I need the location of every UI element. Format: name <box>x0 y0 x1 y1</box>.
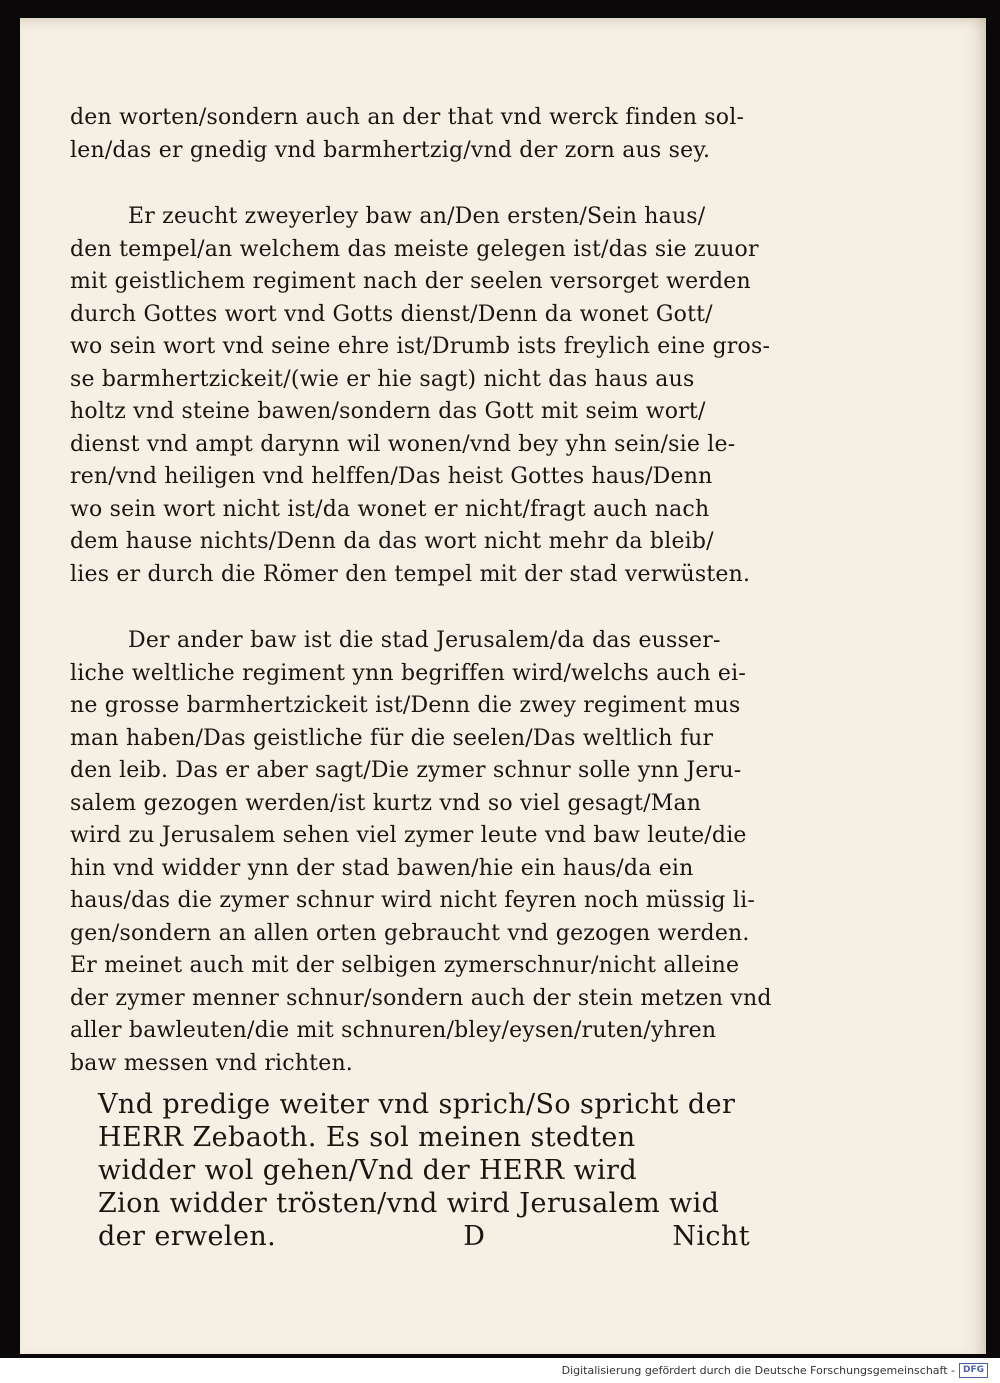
text-line: aller bawleuten/die mit schnuren/bley/eysen/ruten/yhren <box>70 1018 717 1043</box>
text-line: hin vnd widder ynn der stad bawen/hie ein haus/da ein <box>70 855 694 881</box>
paragraph-gap <box>70 591 750 625</box>
text-line: haus/das die zymer schnur wird nicht feyren noch müssig li- <box>70 888 756 913</box>
scripture-verse <box>70 1088 750 1253</box>
book-page <box>20 18 986 1354</box>
text-line: len/das er gnedig vnd barmhertzig/vnd der zorn aus sey. <box>70 137 711 163</box>
page-text <box>70 102 772 1253</box>
text-line: durch Gottes wort vnd Gotts dienst/Denn da wonet Gott/ <box>70 301 713 327</box>
text-line: den worten/sondern auch an der that vnd werck finden sol- <box>70 105 745 130</box>
paragraph-gap <box>70 167 750 201</box>
text-line: ren/vnd heiligen vnd helffen/Das heist Gottes haus/Denn <box>70 464 713 489</box>
text-line: wo sein wort vnd seine ehre ist/Drumb ists freylich eine gros- <box>70 334 771 359</box>
text-line: Der ander baw ist die stad Jerusalem/da das eusser- <box>128 628 721 653</box>
text-line: dienst vnd ampt darynn wil wonen/vnd bey yhn sein/sie le- <box>70 431 736 457</box>
text-line: gen/sondern an allen orten gebraucht vnd gezogen werden. <box>70 920 750 946</box>
verse-last-line <box>70 1220 750 1253</box>
verse-line: Zion widder trösten/vnd wird Jerusalem wid <box>98 1188 720 1219</box>
signature-mark: D <box>463 1221 486 1252</box>
verse-line-end: der erwelen. <box>98 1221 277 1252</box>
text-line: den leib. Das er aber sagt/Die zymer schnur solle ynn Jeru- <box>70 758 742 783</box>
text-line: baw messen vnd richten. <box>70 1050 354 1076</box>
paragraph-3 <box>70 625 772 1080</box>
text-line: der zymer menner schnur/sondern auch der stein metzen vnd <box>70 985 772 1011</box>
verse-line: HERR Zebaoth. Es sol meinen stedten <box>98 1122 636 1153</box>
text-line: Er zeucht zweyerley baw an/Den ersten/Sein haus/ <box>128 204 706 229</box>
paragraph-2 <box>70 201 771 591</box>
text-line: lies er durch die Römer den tempel mit der stad verwüsten. <box>70 561 751 587</box>
text-line: den tempel/an welchem das meiste gelegen ist/das sie zuuor <box>70 236 759 262</box>
text-line: liche weltliche regiment ynn begriffen wird/welchs auch ei- <box>70 660 746 686</box>
text-line: wo sein wort nicht ist/da wonet er nicht/fragt auch nach <box>70 496 710 522</box>
text-line: salem gezogen werden/ist kurtz vnd so viel gesagt/Man <box>70 790 702 816</box>
text-line: ne grosse barmhertzickeit ist/Denn die zwey regiment mus <box>70 693 741 718</box>
catchword: Nicht <box>672 1221 750 1252</box>
text-line: Er meinet auch mit der selbigen zymerschnur/nicht alleine <box>70 953 740 978</box>
text-line: mit geistlichem regiment nach der seelen versorget werden <box>70 269 751 294</box>
text-line: wird zu Jerusalem sehen viel zymer leute vnd baw leute/die <box>70 823 747 848</box>
funding-notice: Digitalisierung gefördert durch die Deutsche Forschungsgemeinschaft - <box>561 1364 955 1377</box>
verse-gap <box>70 1080 750 1088</box>
verse-line: Vnd predige weiter vnd sprich/So spricht der <box>98 1089 736 1120</box>
verse-line: widder wol gehen/Vnd der HERR wird <box>98 1155 638 1186</box>
text-line: dem hause nichts/Denn da das wort nicht mehr da bleib/ <box>70 529 714 554</box>
text-line: man haben/Das geistliche für die seelen/Das weltlich fur <box>70 725 714 751</box>
text-line: holtz vnd steine bawen/sondern das Gott mit seim wort/ <box>70 399 706 424</box>
dfg-logo[interactable]: DFG <box>959 1363 988 1378</box>
text-line: se barmhertzickeit/(wie er hie sagt) nicht das haus aus <box>70 366 695 392</box>
paragraph-1 <box>70 102 750 167</box>
footer-bar <box>0 1358 1000 1383</box>
